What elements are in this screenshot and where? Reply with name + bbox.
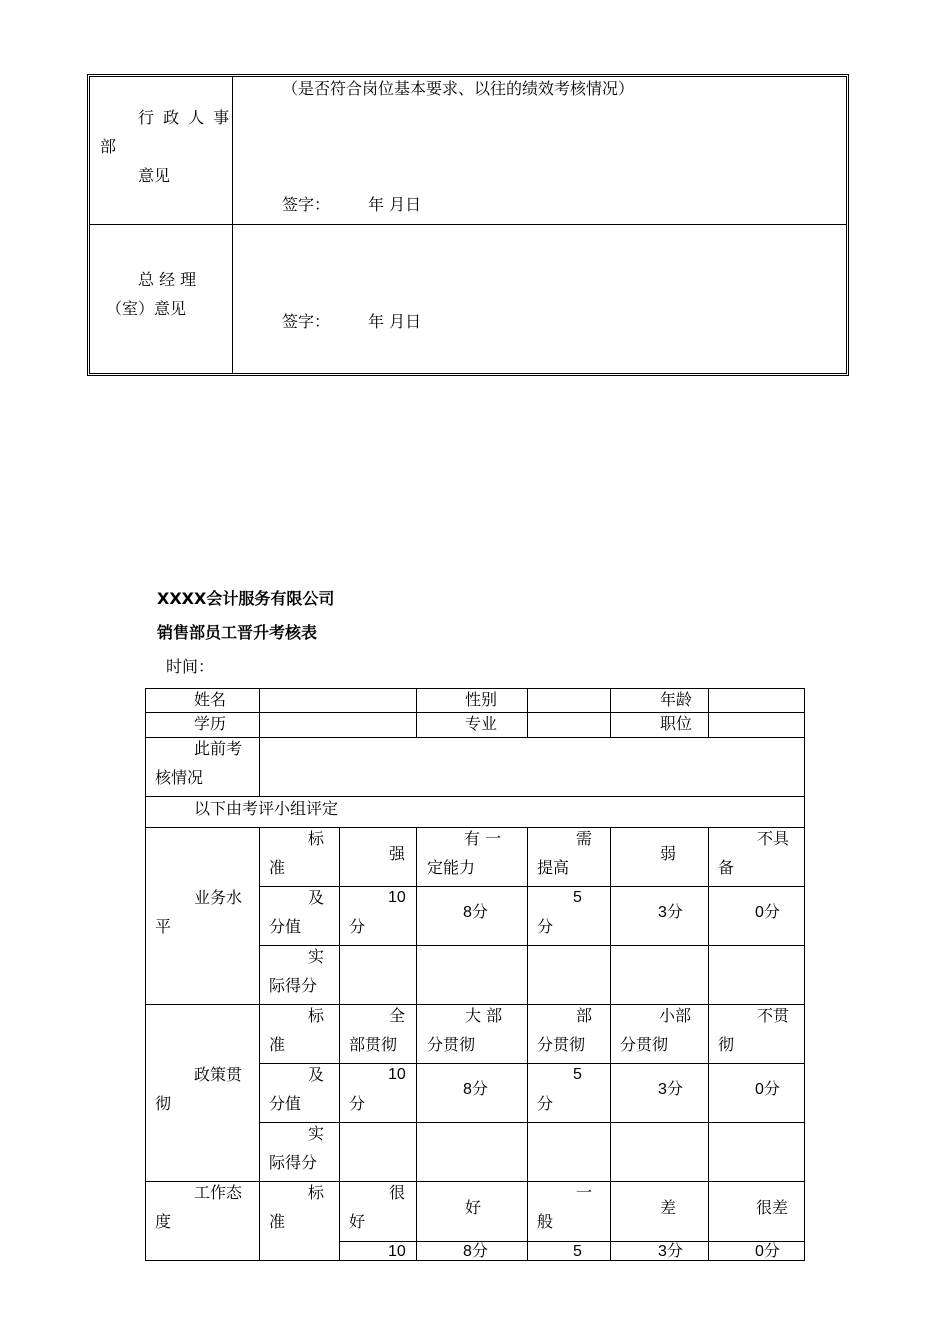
attitude-level-good: 好 bbox=[465, 1198, 482, 1217]
attitude-score-5: 5 bbox=[573, 1243, 582, 1260]
age-label: 年龄 bbox=[660, 690, 693, 709]
biz-std-1: 标 bbox=[308, 829, 325, 848]
biz-level-capable-2: 定能力 bbox=[427, 858, 476, 877]
position-label: 职位 bbox=[660, 714, 693, 733]
policy-score-8: 8分 bbox=[463, 1081, 488, 1098]
attitude-label: 工作态 bbox=[194, 1183, 243, 1202]
policy-level-most-2: 分贯彻 bbox=[427, 1035, 476, 1054]
attitude-score-8: 8分 bbox=[463, 1243, 488, 1260]
biz-score-5: 5 bbox=[573, 889, 582, 906]
biz-score-10: 10 bbox=[388, 889, 406, 906]
biz-actual-1: 实 bbox=[308, 947, 325, 966]
policy-score-0: 0分 bbox=[755, 1081, 780, 1098]
biz-level-improve-1: 需 bbox=[576, 829, 593, 848]
policy-score-10: 10 bbox=[388, 1066, 406, 1083]
major-label: 专业 bbox=[465, 714, 498, 733]
policy-level-none-1: 不贯 bbox=[757, 1006, 790, 1025]
policy-level-small-1: 小部 bbox=[659, 1006, 692, 1025]
gm-date-label: 年 月日 bbox=[368, 312, 422, 331]
attitude-level-average-1: 一 bbox=[576, 1183, 593, 1202]
company-name: XXXX会计服务有限公司 bbox=[157, 589, 335, 608]
attitude-level-average-2: 般 bbox=[537, 1212, 554, 1231]
policy-score-1: 及 bbox=[308, 1065, 325, 1084]
attitude-std-1: 标 bbox=[308, 1183, 325, 1202]
attitude-score-0: 0分 bbox=[755, 1243, 780, 1260]
biz-score-2: 分值 bbox=[269, 917, 302, 936]
gender-label: 性别 bbox=[465, 690, 498, 709]
biz-level-weak: 弱 bbox=[660, 844, 677, 863]
time-label: 时间： bbox=[166, 657, 215, 676]
attitude-level-verygood-2: 好 bbox=[349, 1212, 366, 1231]
attitude-level-poor: 差 bbox=[660, 1198, 677, 1217]
policy-label: 政策贯 bbox=[194, 1065, 243, 1084]
name-field[interactable] bbox=[260, 689, 416, 712]
biz-level-capable-1: 有 一 bbox=[464, 829, 502, 848]
biz-level-lacking-1: 不具 bbox=[757, 829, 790, 848]
policy-level-full-1: 全 bbox=[389, 1006, 406, 1025]
form-title: 销售部员工晋升考核表 bbox=[157, 623, 318, 642]
major-field[interactable] bbox=[528, 713, 610, 737]
prev-assessment-label: 此前考 bbox=[194, 739, 243, 758]
policy-level-partial-2: 分贯彻 bbox=[537, 1035, 586, 1054]
biz-score-0: 0分 bbox=[755, 904, 780, 921]
biz-label-cont: 平 bbox=[155, 917, 172, 936]
policy-label-cont: 彻 bbox=[155, 1094, 172, 1113]
gm-label: 总 经 理 bbox=[138, 270, 197, 289]
hr-hint: （是否符合岗位基本要求、以往的绩效考核情况） bbox=[282, 79, 635, 98]
biz-std-2: 准 bbox=[269, 858, 286, 877]
biz-level-strong: 强 bbox=[389, 844, 406, 863]
hr-date-label: 年 月日 bbox=[368, 195, 422, 214]
policy-score-2: 分值 bbox=[269, 1094, 302, 1113]
policy-level-full-2: 部贯彻 bbox=[349, 1035, 398, 1054]
policy-std-1: 标 bbox=[308, 1006, 325, 1025]
biz-actual-score-cells[interactable] bbox=[340, 946, 804, 1004]
policy-level-small-2: 分贯彻 bbox=[620, 1035, 669, 1054]
biz-actual-2: 际得分 bbox=[269, 976, 318, 995]
age-field[interactable] bbox=[709, 689, 804, 712]
attitude-level-verypoor: 很差 bbox=[756, 1198, 789, 1217]
policy-actual-1: 实 bbox=[308, 1124, 325, 1143]
policy-score-10-unit: 分 bbox=[349, 1094, 366, 1113]
hr-sign-label: 签字： bbox=[282, 195, 331, 214]
policy-actual-2: 际得分 bbox=[269, 1153, 318, 1172]
attitude-score-3: 3分 bbox=[658, 1243, 683, 1260]
policy-score-5: 5 bbox=[573, 1066, 582, 1083]
policy-score-5-unit: 分 bbox=[537, 1094, 554, 1113]
policy-level-partial-1: 部 bbox=[576, 1006, 593, 1025]
approval-row-divider bbox=[90, 224, 846, 225]
biz-label: 业务水 bbox=[194, 888, 243, 907]
attitude-std-2: 准 bbox=[269, 1212, 286, 1231]
gm-label-cont: （室）意见 bbox=[106, 299, 187, 318]
biz-score-1: 及 bbox=[308, 888, 325, 907]
hr-label-cont: 部 bbox=[100, 137, 117, 156]
biz-score-8: 8分 bbox=[463, 904, 488, 921]
position-field[interactable] bbox=[709, 713, 804, 737]
hr-label: 行 政 人 事 bbox=[138, 108, 232, 127]
education-field[interactable] bbox=[260, 713, 416, 737]
attitude-label-cont: 度 bbox=[155, 1212, 172, 1231]
name-label: 姓名 bbox=[194, 690, 227, 709]
panel-note: 以下由考评小组评定 bbox=[194, 799, 339, 818]
policy-level-most-1: 大 部 bbox=[465, 1006, 503, 1025]
attitude-score-10: 10 bbox=[388, 1243, 406, 1260]
biz-score-3: 3分 bbox=[658, 904, 683, 921]
biz-level-improve-2: 提高 bbox=[537, 858, 570, 877]
education-label: 学历 bbox=[194, 714, 227, 733]
policy-actual-score-cells[interactable] bbox=[340, 1123, 804, 1181]
policy-std-2: 准 bbox=[269, 1035, 286, 1054]
hr-label-opinion: 意见 bbox=[138, 166, 171, 185]
biz-score-5-unit: 分 bbox=[537, 917, 554, 936]
policy-level-none-2: 彻 bbox=[718, 1035, 735, 1054]
prev-assessment-label-cont: 核情况 bbox=[155, 768, 204, 787]
biz-score-10-unit: 分 bbox=[349, 917, 366, 936]
prev-assessment-field[interactable] bbox=[260, 738, 804, 796]
gm-sign-label: 签字： bbox=[282, 312, 331, 331]
biz-level-lacking-2: 备 bbox=[718, 858, 735, 877]
approval-divider bbox=[232, 77, 233, 373]
gender-field[interactable] bbox=[528, 689, 610, 712]
policy-score-3: 3分 bbox=[658, 1081, 683, 1098]
attitude-level-verygood-1: 很 bbox=[389, 1183, 406, 1202]
